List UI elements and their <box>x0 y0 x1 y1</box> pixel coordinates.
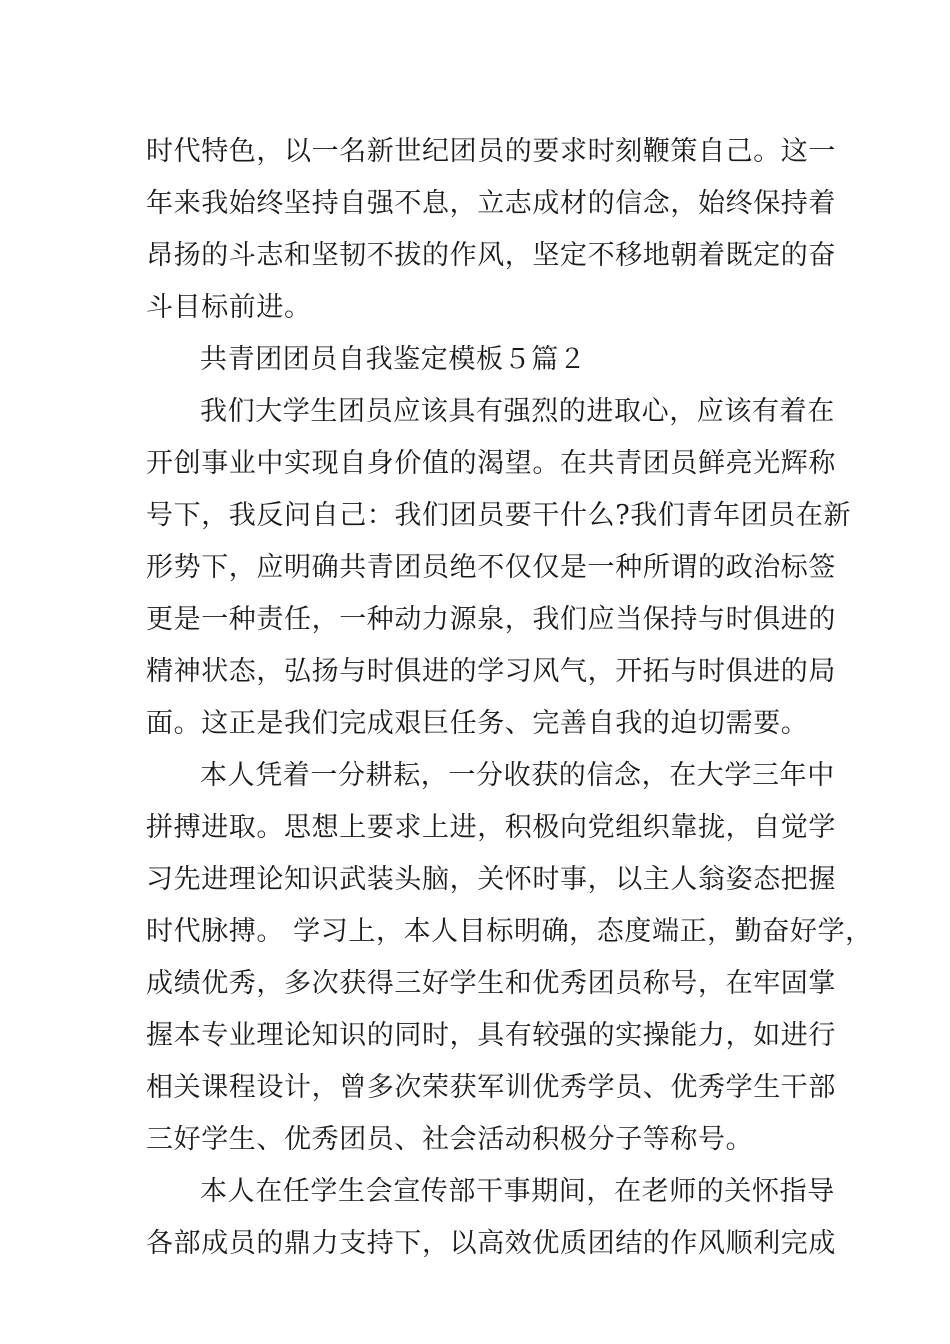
text-line: 时代特色，以一名新世纪团员的要求时刻鞭策自己。这一 <box>146 136 836 167</box>
text-line: 握本专业理论知识的同时，具有较强的实操能力，如进行 <box>146 1020 836 1051</box>
text-line: 精神状态，弘扬与时俱进的学习风气，开拓与时俱进的局 <box>146 656 836 687</box>
text-line: 昂扬的斗志和坚韧不拔的作风，坚定不移地朝着既定的奋 <box>146 240 836 271</box>
paragraph-start: 本人在任学生会宣传部干事期间，在老师的关怀指导 <box>200 1176 835 1207</box>
text-line: 号下，我反问自己：我们团员要干什么?我们青年团员在新 <box>146 500 852 531</box>
paragraph-start: 本人凭着一分耕耘，一分收获的信念，在大学三年中 <box>200 760 835 791</box>
text-line: 形势下，应明确共青团员绝不仅仅是一种所谓的政治标签 <box>146 552 836 583</box>
text-line: 面。这正是我们完成艰巨任务、完善自我的迫切需要。 <box>146 708 809 739</box>
text-line: 各部成员的鼎力支持下，以高效优质团结的作风顺利完成 <box>146 1228 836 1259</box>
text-line: 斗目标前进。 <box>146 292 312 323</box>
text-line: 三好学生、优秀团员、社会活动积极分子等称号。 <box>146 1124 754 1155</box>
text-line: 拼搏进取。思想上要求上进，积极向党组织靠拢，自觉学 <box>146 812 836 843</box>
document-body <box>146 126 873 1270</box>
section-heading: 共青团团员自我鉴定模板５篇２ <box>200 344 587 375</box>
text-line: 时代脉搏。 学习上，本人目标明确，态度端正，勤奋好学， <box>146 916 873 947</box>
text-line: 更是一种责任，一种动力源泉，我们应当保持与时俱进的 <box>146 604 836 635</box>
text-line: 开创事业中实现自身价值的渴望。在共青团员鲜亮光辉称 <box>146 448 836 479</box>
text-line: 相关课程设计，曾多次荣获军训优秀学员、优秀学生干部 <box>146 1072 836 1103</box>
text-line: 习先进理论知识武装头脑，关怀时事，以主人翁姿态把握 <box>146 864 836 895</box>
text-line: 成绩优秀，多次获得三好学生和优秀团员称号，在牢固掌 <box>146 968 836 999</box>
paragraph-start: 我们大学生团员应该具有强烈的进取心，应该有着在 <box>200 396 835 427</box>
text-line: 年来我始终坚持自强不息，立志成材的信念，始终保持着 <box>146 188 836 219</box>
